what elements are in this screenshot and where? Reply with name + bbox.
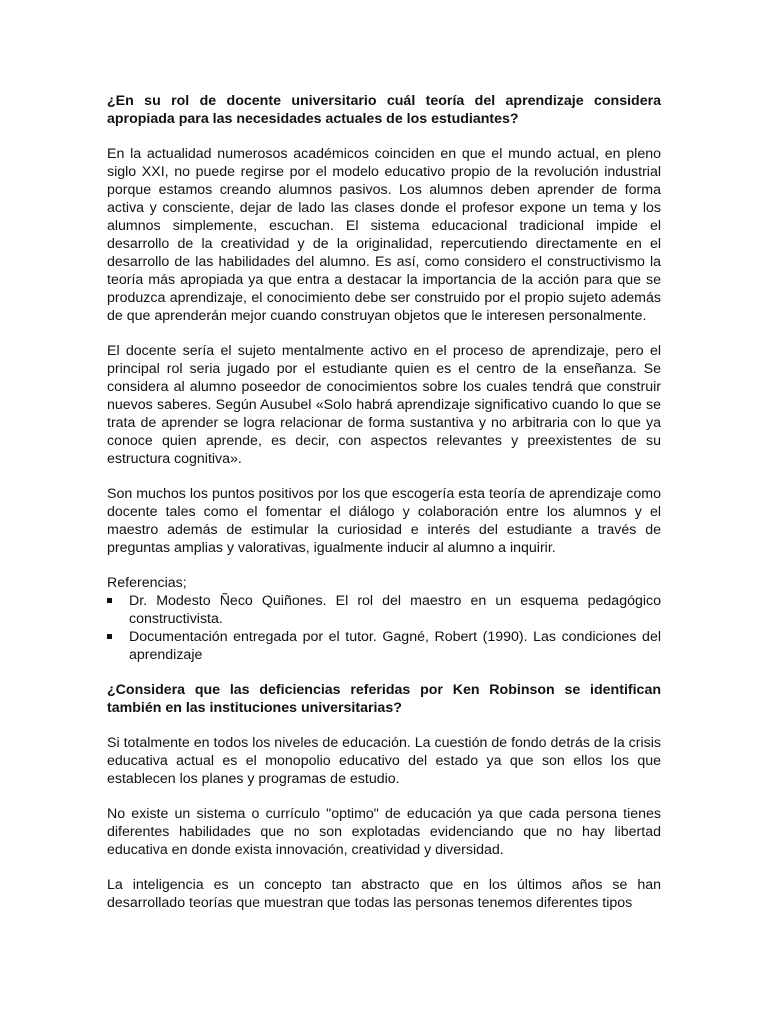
bullet-square-icon [107,598,112,603]
reference-item [107,628,661,664]
paragraph: El docente sería el sujeto mentalmente activo en el proceso de aprendizaje, pero el principal rol seria jugado por el estudiante quien es el centro de la enseñanza. Se considera al alumno poseedor de conocimientos sobre los cuales tendrá que construir nuevos saberes. Según Ausubel «Solo habrá aprendizaje significativo cuando lo que se trata de aprender se logra relacionar de forma sustantiva y no arbitraria con lo que ya conoce quien aprende, es decir, con aspectos relevantes y preexistentes de su estructura cognitiva». [107,343,661,467]
paragraph: En la actualidad numerosos académicos coinciden en que el mundo actual, en pleno siglo XXI, no puede regirse por el modelo educativo propio de la revolución industrial porque estamos creando alumnos pasivos. Los alumnos deben aprender de forma activa y consciente, dejar de lado las clases donde el profesor expone un tema y los alumnos simplemente, escuchan. El sistema educacional tradicional impide el desarrollo de la creatividad y de la originalidad, repercutiendo directamente en el desarrollo de las habilidades del alumno. Es así, como considero el constructivismo la teoría más apropiada ya que entra a destacar la importancia de la acción para que se produzca aprendizaje, el conocimiento debe ser construido por el propio sujeto además de que aprenderán mejor cuando construyan objetos que le interesen personalmente. [107,146,661,324]
paragraph: Son muchos los puntos positivos por los que escogería esta teoría de aprendizaje como docente tales como el fomentar el diálogo y colaboración entre los alumnos y el maestro además de estimular la curiosidad e interés del estudiante a través de preguntas amplias y valorativas, igualmente inducir al alumno a inquirir. [107,486,661,556]
reference-text: Dr. Modesto Ñeco Quiñones. El rol del maestro en un esquema pedagógico constructivista. [129,593,661,627]
paragraph: No existe un sistema o currículo "optimo" de educación ya que cada persona tienes diferentes habilidades que no son explotadas evidenciando que no hay libertad educativa en donde exista innovación, creatividad y diversidad. [107,806,661,858]
bullet-square-icon [107,634,112,639]
references-label: Referencias; [107,575,187,591]
document-page [107,92,661,929]
paragraph: La inteligencia es un concepto tan abstracto que en los últimos años se han desarrollado teorías que muestran que todas las personas tenemos diferentes tipos [107,877,661,911]
references-list [107,592,661,664]
reference-text: Documentación entregada por el tutor. Gagné, Robert (1990). Las condiciones del aprendizaje [129,629,661,663]
paragraph: Si totalmente en todos los niveles de educación. La cuestión de fondo detrás de la crisis educativa actual es el monopolio educativo del estado ya que son ellos los que establecen los planes y programas de estudio. [107,735,661,787]
reference-item [107,592,661,628]
question-heading-2: ¿Considera que las deficiencias referidas por Ken Robinson se identifican también en las instituciones universitarias? [107,682,661,716]
question-heading-1: ¿En su rol de docente universitario cuál teoría del aprendizaje considera apropiada para las necesidades actuales de los estudiantes? [107,93,661,127]
